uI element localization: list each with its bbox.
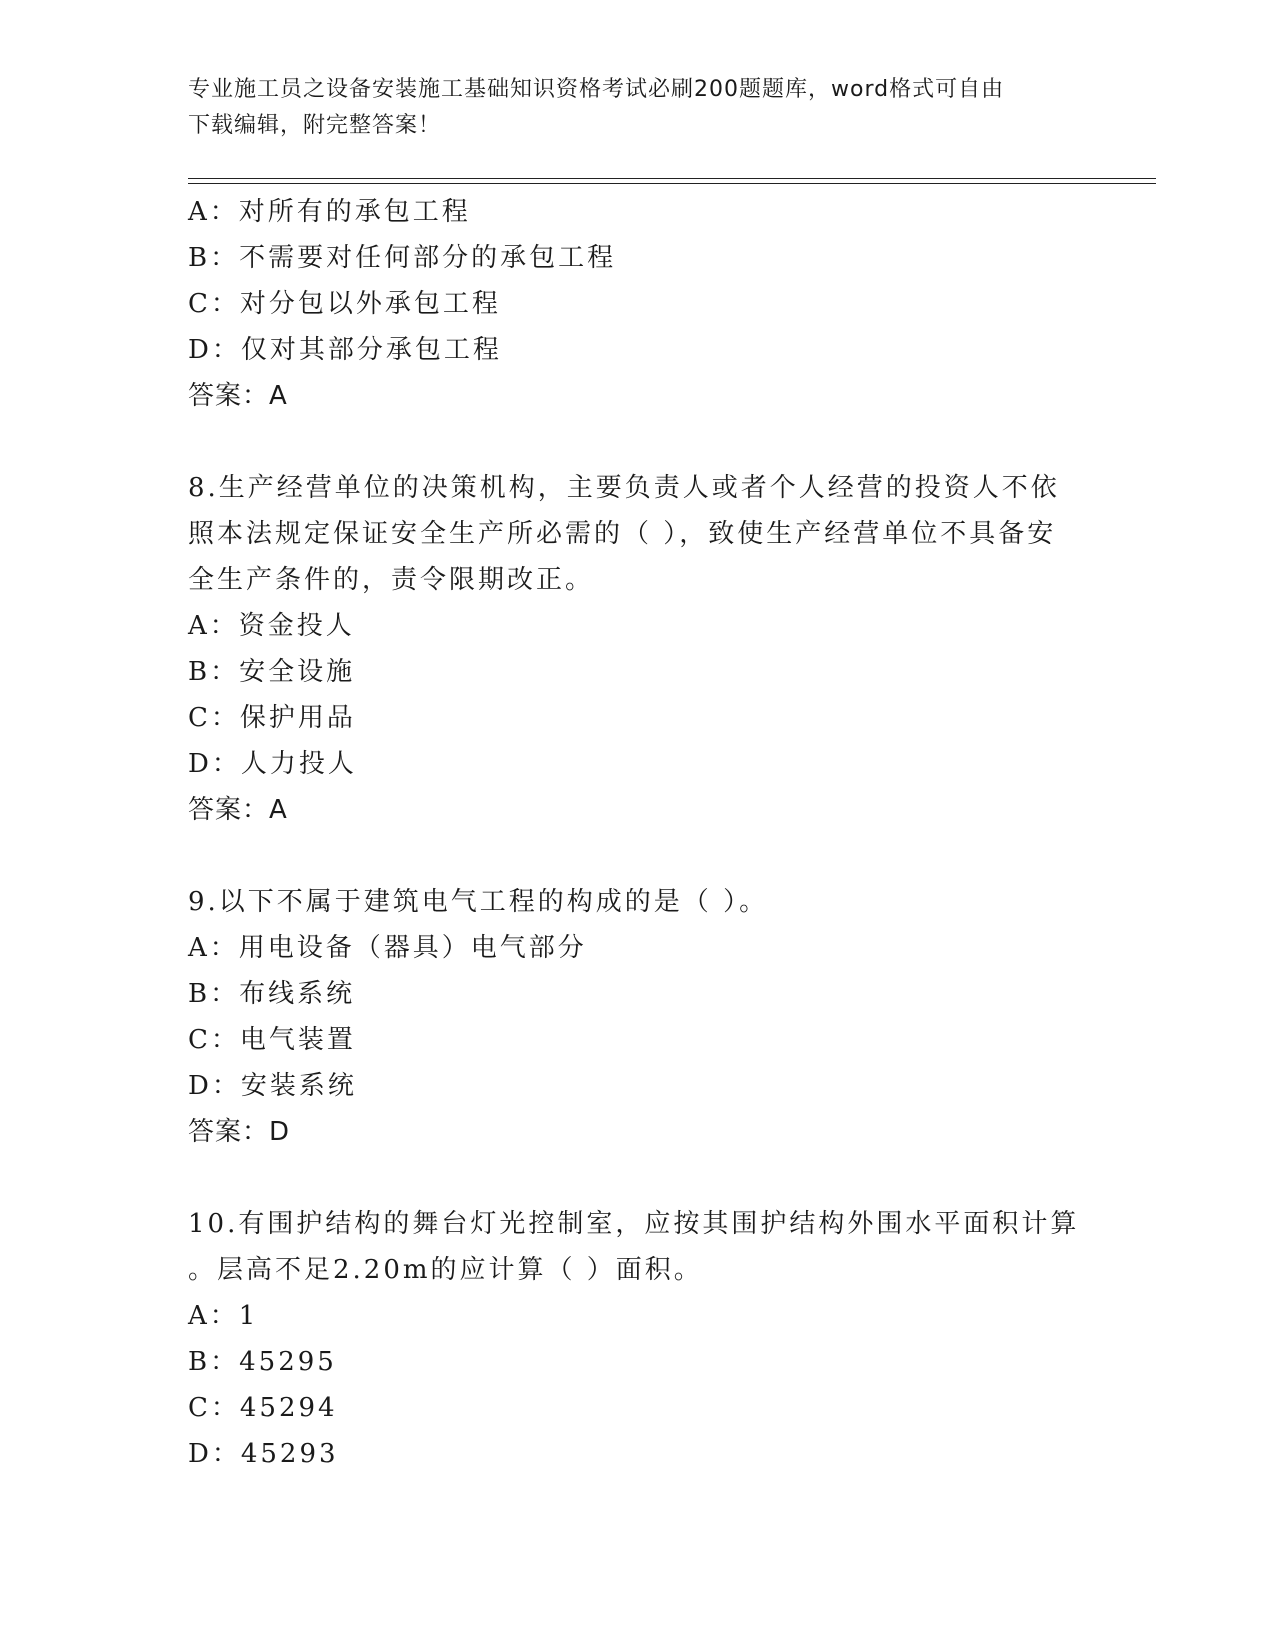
- q10-option-a: A：1: [188, 1301, 259, 1331]
- q9-option-b: B：布线系统: [188, 979, 356, 1009]
- header-line-1: 专业施工员之设备安装施工基础知识资格考试必刷200题题库，word格式可自由: [188, 77, 1005, 102]
- q10-question-line-1: 10.有围护结构的舞台灯光控制室，应按其围护结构外围水平面积计算: [188, 1209, 1080, 1239]
- q10-option-b: B：45295: [188, 1347, 337, 1377]
- spacer: [188, 1155, 1088, 1201]
- q7-option-b: B：不需要对任何部分的承包工程: [188, 243, 617, 273]
- question-9-block: [188, 879, 1088, 1155]
- q9-question-line-1: 9.以下不属于建筑电气工程的构成的是（ ）。: [188, 887, 769, 917]
- q7-option-d: D：仅对其部分承包工程: [188, 335, 502, 365]
- q8-question-line-3: 全生产条件的，责令限期改正。: [188, 565, 595, 595]
- q10-question-line-2: 。层高不足2.20m的应计算（ ）面积。: [188, 1255, 703, 1285]
- q10-option-c: C：45294: [188, 1393, 338, 1423]
- q8-option-d: D：人力投人: [188, 749, 357, 779]
- question-content: [188, 189, 1088, 1477]
- header-rule-bottom: [188, 183, 1156, 184]
- q8-option-a: A：资金投人: [188, 611, 355, 641]
- question-7-block: [188, 189, 1088, 419]
- header-rule-top: [188, 178, 1156, 179]
- q9-option-a: A：用电设备（器具）电气部分: [188, 933, 587, 963]
- spacer: [188, 833, 1088, 879]
- q7-option-a: A：对所有的承包工程: [188, 197, 471, 227]
- q8-option-b: B：安全设施: [188, 657, 356, 687]
- q9-option-d: D：安装系统: [188, 1071, 357, 1101]
- spacer: [188, 419, 1088, 465]
- q10-option-d: D：45293: [188, 1439, 339, 1469]
- q8-option-c: C：保护用品: [188, 703, 356, 733]
- q7-option-c: C：对分包以外承包工程: [188, 289, 501, 319]
- q8-question-line-2: 照本法规定保证安全生产所必需的（ ），致使生产经营单位不具备安: [188, 519, 1057, 549]
- q9-answer: 答案：D: [188, 1117, 291, 1147]
- q9-option-c: C：电气装置: [188, 1025, 356, 1055]
- question-8-block: [188, 465, 1088, 833]
- q7-answer: 答案：A: [188, 381, 288, 411]
- q8-question-line-1: 8.生产经营单位的决策机构，主要负责人或者个人经营的投资人不依: [188, 473, 1060, 503]
- document-header: [188, 72, 1088, 144]
- header-line-2: 下载编辑，附完整答案！: [188, 113, 442, 138]
- question-10-block: [188, 1201, 1088, 1477]
- q8-answer: 答案：A: [188, 795, 288, 825]
